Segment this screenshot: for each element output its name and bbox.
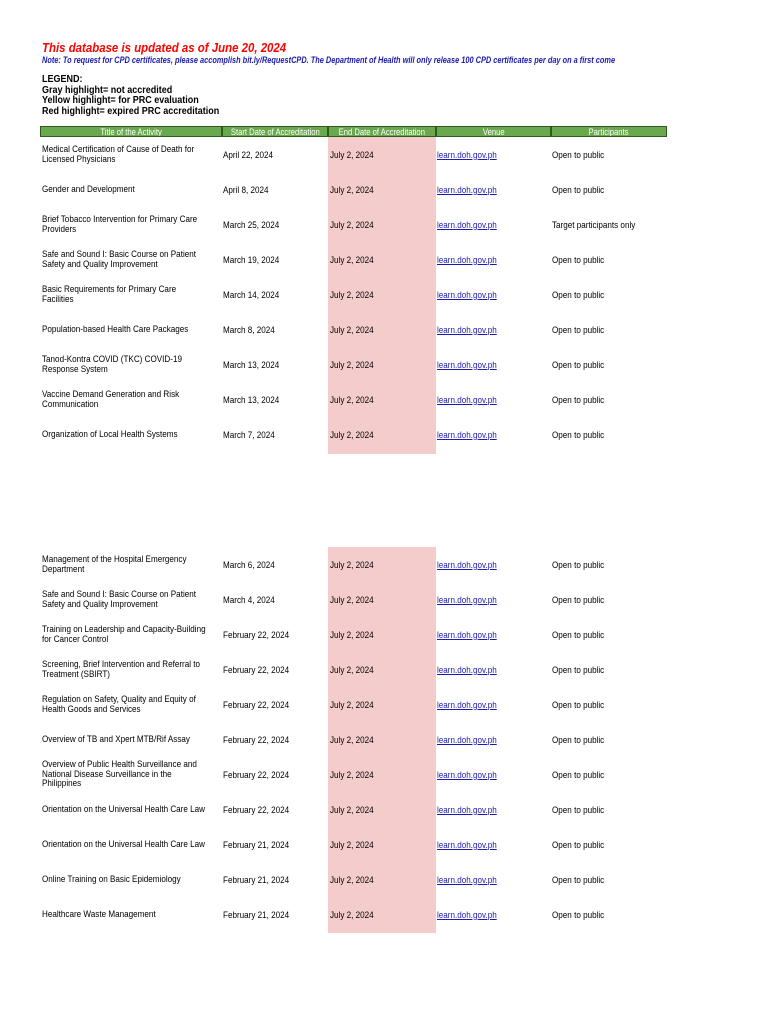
participants: Open to public bbox=[552, 324, 605, 335]
start-date: April 8, 2024 bbox=[223, 184, 269, 195]
cpd-request-note-text[interactable]: Note: To request for CPD certificates, please accomplish bit.ly/RequestCPD. The Department of Health will only release 100 CPD certificates per day on a first come bbox=[42, 55, 616, 65]
start-date: February 21, 2024 bbox=[223, 909, 290, 920]
start-date: February 22, 2024 bbox=[223, 734, 290, 745]
end-date: July 2, 2024 bbox=[330, 289, 374, 300]
end-date: July 2, 2024 bbox=[330, 839, 374, 850]
activity-title: Brief Tobacco Intervention for Primary Care Providers bbox=[42, 214, 198, 234]
table-row bbox=[0, 417, 768, 452]
activity-title: Orientation on the Universal Health Care Law bbox=[42, 803, 205, 814]
participants: Open to public bbox=[552, 629, 605, 640]
activity-title: Overview of TB and Xpert MTB/Rif Assay bbox=[42, 733, 190, 744]
activity-title: Basic Requirements for Primary Care Facilities bbox=[42, 284, 177, 304]
venue-link[interactable]: learn.doh.gov.ph bbox=[437, 839, 497, 850]
table-row bbox=[0, 722, 768, 757]
end-date: July 2, 2024 bbox=[330, 909, 374, 920]
activity-title: Screening, Brief Intervention and Referral to Treatment (SBIRT) bbox=[42, 659, 201, 679]
start-date: March 13, 2024 bbox=[223, 359, 280, 370]
venue-link[interactable]: learn.doh.gov.ph bbox=[437, 699, 497, 710]
participants: Target participants only bbox=[552, 219, 636, 230]
column-header-title: Title of the Activity bbox=[40, 126, 222, 137]
venue-link[interactable]: learn.doh.gov.ph bbox=[437, 254, 497, 265]
start-date: February 22, 2024 bbox=[223, 664, 290, 675]
participants: Open to public bbox=[552, 874, 605, 885]
table-row bbox=[0, 277, 768, 312]
start-date: February 22, 2024 bbox=[223, 629, 290, 640]
venue-link[interactable]: learn.doh.gov.ph bbox=[437, 874, 497, 885]
table-row bbox=[0, 862, 768, 897]
start-date: March 4, 2024 bbox=[223, 594, 275, 605]
table-header bbox=[40, 126, 667, 137]
venue-link[interactable]: learn.doh.gov.ph bbox=[437, 804, 497, 815]
table-row bbox=[0, 242, 768, 277]
table-row bbox=[0, 827, 768, 862]
update-notice: This database is updated as of June 20, 2024 bbox=[42, 40, 287, 55]
participants: Open to public bbox=[552, 594, 605, 605]
activity-title: Tanod-Kontra COVID (TKC) COVID-19 Response System bbox=[42, 354, 182, 374]
legend-red: Red highlight= expired PRC accreditation bbox=[42, 105, 220, 117]
activity-title: Safe and Sound I: Basic Course on Patient Safety and Quality Improvement bbox=[42, 249, 197, 269]
table-row bbox=[0, 757, 768, 792]
participants: Open to public bbox=[552, 359, 605, 370]
table-row bbox=[0, 172, 768, 207]
venue-link[interactable]: learn.doh.gov.ph bbox=[437, 594, 497, 605]
start-date: March 19, 2024 bbox=[223, 254, 280, 265]
legend-gray: Gray highlight= not accredited bbox=[42, 84, 173, 96]
participants: Open to public bbox=[552, 664, 605, 675]
activity-title: Regulation on Safety, Quality and Equity of Health Goods and Services bbox=[42, 694, 196, 714]
start-date: March 6, 2024 bbox=[223, 559, 275, 570]
end-date: July 2, 2024 bbox=[330, 184, 374, 195]
participants: Open to public bbox=[552, 769, 605, 780]
venue-link[interactable]: learn.doh.gov.ph bbox=[437, 394, 497, 405]
venue-link[interactable]: learn.doh.gov.ph bbox=[437, 909, 497, 920]
legend bbox=[42, 75, 239, 117]
participants: Open to public bbox=[552, 149, 605, 160]
venue-link[interactable]: learn.doh.gov.ph bbox=[437, 769, 497, 780]
participants: Open to public bbox=[552, 699, 605, 710]
table-row bbox=[0, 207, 768, 242]
activity-title: Orientation on the Universal Health Care Law bbox=[42, 838, 205, 849]
activity-title: Safe and Sound I: Basic Course on Patient Safety and Quality Improvement bbox=[42, 589, 197, 609]
activity-title: Online Training on Basic Epidemiology bbox=[42, 873, 181, 884]
end-date: July 2, 2024 bbox=[330, 594, 374, 605]
start-date: March 8, 2024 bbox=[223, 324, 275, 335]
end-date: July 2, 2024 bbox=[330, 804, 374, 815]
table-row bbox=[0, 687, 768, 722]
participants: Open to public bbox=[552, 804, 605, 815]
start-date: March 13, 2024 bbox=[223, 394, 280, 405]
venue-link[interactable]: learn.doh.gov.ph bbox=[437, 664, 497, 675]
venue-link[interactable]: learn.doh.gov.ph bbox=[437, 219, 497, 230]
start-date: April 22, 2024 bbox=[223, 149, 273, 160]
column-header-participants: Participants bbox=[551, 126, 667, 137]
legend-title: LEGEND: bbox=[42, 74, 83, 85]
table-row bbox=[0, 652, 768, 687]
end-date: July 2, 2024 bbox=[330, 874, 374, 885]
activity-title: Vaccine Demand Generation and Risk Communication bbox=[42, 389, 180, 409]
table-row bbox=[0, 547, 768, 582]
end-date: July 2, 2024 bbox=[330, 629, 374, 640]
end-date: July 2, 2024 bbox=[330, 734, 374, 745]
end-date: July 2, 2024 bbox=[330, 429, 374, 440]
participants: Open to public bbox=[552, 394, 605, 405]
venue-link[interactable]: learn.doh.gov.ph bbox=[437, 184, 497, 195]
table-row bbox=[0, 897, 768, 932]
end-date: July 2, 2024 bbox=[330, 219, 374, 230]
activity-title: Healthcare Waste Management bbox=[42, 908, 156, 919]
start-date: March 7, 2024 bbox=[223, 429, 275, 440]
table-row bbox=[0, 792, 768, 827]
table-row bbox=[0, 347, 768, 382]
activity-title: Training on Leadership and Capacity-Building for Cancer Control bbox=[42, 624, 206, 644]
end-date: July 2, 2024 bbox=[330, 699, 374, 710]
start-date: March 25, 2024 bbox=[223, 219, 280, 230]
participants: Open to public bbox=[552, 254, 605, 265]
end-date: July 2, 2024 bbox=[330, 394, 374, 405]
end-date: July 2, 2024 bbox=[330, 769, 374, 780]
venue-link[interactable]: learn.doh.gov.ph bbox=[437, 359, 497, 370]
table-row bbox=[0, 582, 768, 617]
table-row bbox=[0, 312, 768, 347]
end-date: July 2, 2024 bbox=[330, 559, 374, 570]
end-date: July 2, 2024 bbox=[330, 324, 374, 335]
end-date: July 2, 2024 bbox=[330, 254, 374, 265]
table-row bbox=[0, 137, 768, 172]
end-date: July 2, 2024 bbox=[330, 359, 374, 370]
activity-title: Medical Certification of Cause of Death for Licensed Physicians bbox=[42, 144, 195, 164]
venue-link[interactable]: learn.doh.gov.ph bbox=[437, 629, 497, 640]
activity-title: Organization of Local Health Systems bbox=[42, 428, 178, 439]
activity-title: Management of the Hospital Emergency Department bbox=[42, 554, 187, 574]
participants: Open to public bbox=[552, 559, 605, 570]
column-header-end-date: End Date of Accreditation bbox=[328, 126, 436, 137]
column-header-start-date: Start Date of Accreditation bbox=[222, 126, 328, 137]
participants: Open to public bbox=[552, 429, 605, 440]
activity-title: Overview of Public Health Surveillance and National Disease Surveillance in the Philippines bbox=[42, 759, 197, 789]
venue-link[interactable]: learn.doh.gov.ph bbox=[437, 149, 497, 160]
start-date: February 21, 2024 bbox=[223, 839, 290, 850]
participants: Open to public bbox=[552, 184, 605, 195]
table-row bbox=[0, 382, 768, 417]
participants: Open to public bbox=[552, 734, 605, 745]
column-header-venue: Venue bbox=[436, 126, 551, 137]
venue-link[interactable]: learn.doh.gov.ph bbox=[437, 324, 497, 335]
activity-title: Gender and Development bbox=[42, 183, 135, 194]
end-date: July 2, 2024 bbox=[330, 149, 374, 160]
venue-link[interactable]: learn.doh.gov.ph bbox=[437, 734, 497, 745]
venue-link[interactable]: learn.doh.gov.ph bbox=[437, 289, 497, 300]
table-row bbox=[0, 617, 768, 652]
venue-link[interactable]: learn.doh.gov.ph bbox=[437, 429, 497, 440]
start-date: February 22, 2024 bbox=[223, 804, 290, 815]
participants: Open to public bbox=[552, 839, 605, 850]
end-date: July 2, 2024 bbox=[330, 664, 374, 675]
venue-link[interactable]: learn.doh.gov.ph bbox=[437, 559, 497, 570]
legend-yellow: Yellow highlight= for PRC evaluation bbox=[42, 95, 199, 106]
participants: Open to public bbox=[552, 289, 605, 300]
start-date: March 14, 2024 bbox=[223, 289, 280, 300]
start-date: February 21, 2024 bbox=[223, 874, 290, 885]
activity-title: Population-based Health Care Packages bbox=[42, 323, 189, 334]
start-date: February 22, 2024 bbox=[223, 769, 290, 780]
cpd-request-note[interactable] bbox=[42, 55, 668, 65]
start-date: February 22, 2024 bbox=[223, 699, 290, 710]
participants: Open to public bbox=[552, 909, 605, 920]
